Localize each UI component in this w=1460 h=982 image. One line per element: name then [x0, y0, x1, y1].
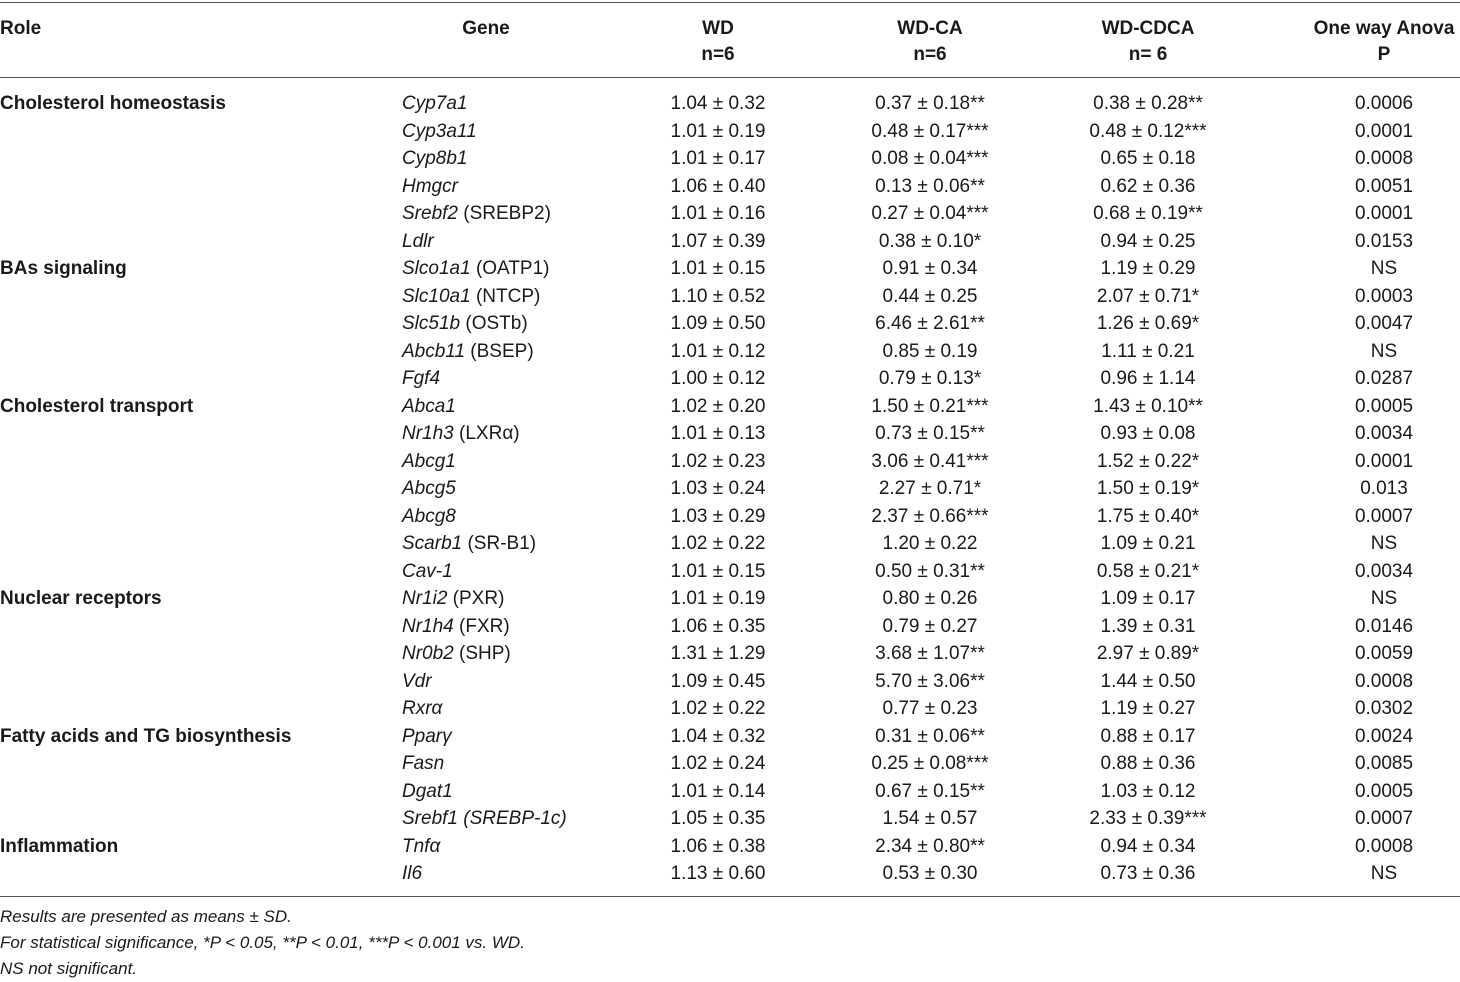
table-row: [0, 833, 1460, 861]
row-gene: [402, 228, 434, 256]
cell-wd-cdca: 0.94 ± 0.34: [1100, 835, 1196, 857]
cell-wd-ca: 0.79 ± 0.27: [882, 615, 978, 637]
cell-wd-cdca: 1.09 ± 0.17: [1100, 588, 1196, 609]
row-gene: [402, 778, 453, 806]
cell-wd-ca: 0.27 ± 0.04***: [871, 203, 989, 224]
cell-wd-ca: 0.85 ± 0.19: [882, 340, 978, 362]
cell-wd-cdca: 2.97 ± 0.89*: [1096, 643, 1200, 664]
gene-alias: (BSEP): [465, 340, 534, 362]
cell-wd: 1.07 ± 0.39: [670, 230, 766, 252]
table-row: [0, 640, 1460, 668]
row-gene: [402, 255, 550, 283]
gene-alias: (OSTb): [460, 313, 528, 334]
cell-wd-cdca: 0.88 ± 0.17: [1100, 725, 1196, 747]
row-gene: [402, 585, 504, 613]
row-role: Cholesterol homeostasis: [0, 93, 226, 114]
cell-anova-p: 0.0034: [1354, 560, 1414, 582]
header-gene: Gene: [462, 18, 510, 39]
cell-anova-p: 0.0008: [1354, 148, 1414, 169]
cell-anova-p: 0.0146: [1354, 615, 1414, 637]
cell-wd-cdca: 0.58 ± 0.21*: [1096, 560, 1200, 582]
gene-symbol: Dgat1: [402, 780, 453, 802]
cell-anova-p: 0.0001: [1354, 120, 1414, 142]
cell-anova-p: 0.0302: [1354, 698, 1414, 719]
cell-wd-ca: 3.06 ± 0.41***: [871, 450, 989, 472]
cell-wd: 1.10 ± 0.52: [670, 285, 766, 307]
row-gene: [402, 200, 551, 228]
row-gene: [402, 613, 510, 641]
cell-wd-cdca: 0.62 ± 0.36: [1100, 175, 1196, 197]
table-row: [0, 695, 1460, 723]
table-row: [0, 420, 1460, 448]
table-row: [0, 723, 1460, 751]
gene-symbol: Srebf1 (SREBP-1c): [402, 808, 567, 829]
cell-anova-p: NS: [1370, 258, 1398, 279]
cell-wd: 1.02 ± 0.23: [670, 450, 766, 472]
cell-wd-cdca: 1.11 ± 0.21: [1101, 340, 1195, 362]
cell-wd: 1.01 ± 0.17: [670, 148, 766, 169]
row-gene: [402, 860, 422, 888]
row-role: Fatty acids and TG biosynthesis: [0, 725, 292, 747]
gene-symbol: Abcb11: [402, 340, 466, 362]
cell-wd: 1.09 ± 0.50: [670, 313, 766, 334]
table-row: [0, 283, 1460, 311]
cell-wd-cdca: 1.26 ± 0.69*: [1096, 313, 1200, 334]
table-row: [0, 475, 1460, 503]
cell-wd-cdca: 1.75 ± 0.40*: [1096, 505, 1200, 527]
footnote-significance: For statistical significance, *P < 0.05, **P < 0.01, ***P < 0.001 vs. WD.: [0, 933, 525, 952]
cell-anova-p: 0.0006: [1354, 93, 1414, 114]
cell-wd: 1.01 ± 0.15: [670, 560, 766, 582]
cell-wd-ca: 1.54 ± 0.57: [882, 808, 978, 829]
row-gene: [402, 558, 453, 586]
cell-wd-ca: 0.48 ± 0.17***: [871, 120, 989, 142]
cell-wd-ca: 3.68 ± 1.07**: [875, 643, 985, 664]
table-row: [0, 90, 1460, 118]
gene-alias: (NTCP): [470, 285, 541, 307]
cell-wd-ca: 6.46 ± 2.61**: [875, 313, 985, 334]
cell-wd-cdca: 0.68 ± 0.19**: [1093, 203, 1203, 224]
row-role: Cholesterol transport: [0, 395, 194, 417]
table-row: [0, 365, 1460, 393]
cell-wd: 1.04 ± 0.32: [670, 725, 766, 747]
cell-wd: 1.01 ± 0.19: [670, 120, 766, 142]
table-row: [0, 585, 1460, 613]
row-gene: [402, 448, 456, 476]
cell-anova-p: 0.0003: [1354, 285, 1414, 307]
row-gene: [402, 668, 432, 696]
row-gene: [402, 393, 456, 421]
table-bottom-rule: [0, 896, 1460, 897]
row-role: Inflammation: [0, 835, 119, 857]
cell-wd-cdca: 0.88 ± 0.36: [1100, 753, 1196, 774]
gene-symbol: Abcg8: [402, 505, 456, 527]
row-gene: [402, 750, 444, 778]
cell-wd-ca: 2.37 ± 0.66***: [871, 505, 989, 527]
cell-wd-cdca: 0.93 ± 0.08: [1100, 423, 1196, 444]
cell-wd-ca: 0.79 ± 0.13*: [878, 368, 982, 389]
cell-wd-cdca: 2.07 ± 0.71*: [1096, 285, 1200, 307]
cell-wd: 1.09 ± 0.45: [670, 670, 766, 692]
table-row: [0, 558, 1460, 586]
gene-symbol: Fasn: [402, 753, 445, 774]
cell-wd-cdca: 0.94 ± 0.25: [1100, 230, 1196, 252]
cell-wd-ca: 0.38 ± 0.10*: [878, 230, 982, 252]
table-row: [0, 338, 1460, 366]
cell-wd-ca: 0.77 ± 0.23: [882, 698, 978, 719]
cell-wd-ca: 0.37 ± 0.18**: [875, 93, 985, 114]
cell-wd-ca: 0.53 ± 0.30: [882, 863, 978, 884]
cell-wd-ca: 1.20 ± 0.22: [882, 533, 978, 554]
cell-wd: 1.01 ± 0.19: [670, 588, 766, 609]
row-gene: [402, 118, 477, 146]
table-row: [0, 668, 1460, 696]
cell-wd-cdca: 1.52 ± 0.22*: [1096, 450, 1200, 472]
row-gene: [402, 420, 520, 448]
cell-anova-p: 0.0059: [1354, 643, 1414, 664]
cell-anova-p: NS: [1370, 533, 1398, 554]
cell-wd-cdca: 1.50 ± 0.19*: [1096, 478, 1200, 499]
row-gene: [402, 530, 536, 558]
row-gene: [402, 173, 458, 201]
gene-symbol: Pparγ: [402, 725, 452, 747]
gene-alias: (OATP1): [470, 258, 550, 279]
cell-wd: 1.01 ± 0.15: [670, 258, 766, 279]
cell-wd-cdca: 0.48 ± 0.12***: [1089, 120, 1207, 142]
cell-wd-cdca: 1.03 ± 0.12: [1100, 780, 1196, 802]
table-row: [0, 805, 1460, 833]
cell-wd-ca: 2.27 ± 0.71*: [878, 478, 982, 499]
cell-wd-cdca: 0.38 ± 0.28**: [1093, 93, 1203, 114]
cell-wd-cdca: 0.96 ± 1.14: [1100, 368, 1196, 389]
table-row: [0, 310, 1460, 338]
table-row: [0, 173, 1460, 201]
row-gene: [402, 833, 440, 861]
cell-wd: 1.01 ± 0.12: [670, 340, 766, 362]
gene-symbol: Abca1: [402, 395, 456, 417]
cell-anova-p: 0.0001: [1354, 203, 1414, 224]
table-row: [0, 613, 1460, 641]
row-gene: [402, 310, 528, 338]
cell-anova-p: NS: [1370, 588, 1398, 609]
row-gene: [402, 365, 440, 393]
gene-symbol: Cyp3a11: [402, 120, 477, 142]
row-gene: [402, 640, 511, 668]
gene-symbol: Hmgcr: [402, 175, 458, 197]
cell-wd: 1.06 ± 0.40: [670, 175, 766, 197]
cell-anova-p: 0.0153: [1354, 230, 1414, 252]
gene-symbol: Nr1h4: [402, 615, 454, 637]
cell-wd-ca: 0.73 ± 0.15**: [875, 423, 985, 444]
gene-symbol: Scarb1: [402, 533, 463, 554]
footnote-means: Results are presented as means ± SD.: [0, 907, 292, 926]
gene-symbol: Vdr: [402, 670, 432, 692]
gene-alias: (SR-B1): [462, 533, 537, 554]
cell-anova-p: 0.0047: [1354, 313, 1414, 334]
cell-wd: 1.06 ± 0.35: [670, 615, 766, 637]
table-row: [0, 200, 1460, 228]
gene-alias: (LXRα): [453, 423, 520, 444]
cell-wd-ca: 0.50 ± 0.31**: [875, 560, 985, 582]
cell-wd: 1.00 ± 0.12: [670, 368, 766, 389]
cell-wd-ca: 5.70 ± 3.06**: [875, 670, 985, 692]
cell-wd-cdca: 0.65 ± 0.18: [1100, 148, 1196, 169]
cell-wd-ca: 0.67 ± 0.15**: [875, 780, 985, 802]
gene-symbol: Slc10a1: [402, 285, 471, 307]
gene-symbol: Cav-1: [402, 560, 453, 582]
cell-wd: 1.04 ± 0.32: [670, 93, 766, 114]
table-row: [0, 393, 1460, 421]
table-row: [0, 118, 1460, 146]
gene-symbol: Rxrα: [402, 698, 443, 719]
cell-wd: 1.06 ± 0.38: [670, 835, 766, 857]
row-gene: [402, 90, 468, 118]
cell-anova-p: 0.0034: [1354, 423, 1414, 444]
gene-alias: (SHP): [453, 643, 511, 664]
cell-anova-p: 0.0051: [1354, 175, 1414, 197]
cell-wd-cdca: 1.19 ± 0.27: [1100, 698, 1196, 719]
header-wd-cdca: WD-CDCA n= 6: [1101, 18, 1195, 65]
cell-wd-ca: 0.13 ± 0.06**: [875, 175, 985, 197]
header-wd: WD n=6: [701, 18, 735, 65]
cell-anova-p: 0.0007: [1354, 505, 1414, 527]
table-row: [0, 228, 1460, 256]
row-role: BAs signaling: [0, 258, 127, 279]
row-gene: [402, 695, 442, 723]
cell-wd: 1.03 ± 0.29: [670, 505, 766, 527]
cell-wd: 1.01 ± 0.16: [670, 203, 766, 224]
gene-symbol: Cyp7a1: [402, 93, 468, 114]
gene-symbol: Nr0b2: [402, 643, 454, 664]
row-gene: [402, 338, 534, 366]
gene-symbol: Slc51b: [402, 313, 461, 334]
cell-wd: 1.02 ± 0.20: [670, 395, 766, 417]
table-row: [0, 530, 1460, 558]
cell-wd: 1.02 ± 0.22: [670, 698, 766, 719]
table-top-rule: [0, 2, 1460, 3]
gene-symbol: Nr1i2: [402, 588, 448, 609]
cell-anova-p: NS: [1370, 863, 1398, 884]
cell-wd-cdca: 0.73 ± 0.36: [1100, 863, 1196, 884]
gene-symbol: Cyp8b1: [402, 148, 468, 169]
table-body: [0, 90, 1460, 888]
cell-anova-p: 0.0008: [1354, 670, 1414, 692]
cell-wd-cdca: 2.33 ± 0.39***: [1089, 808, 1207, 829]
cell-wd-ca: 0.80 ± 0.26: [882, 588, 978, 609]
cell-wd-ca: 1.50 ± 0.21***: [871, 395, 989, 417]
footnote-ns: NS not significant.: [0, 959, 138, 978]
cell-wd: 1.01 ± 0.14: [670, 780, 766, 802]
cell-wd-ca: 0.91 ± 0.34: [882, 258, 978, 279]
gene-symbol: Abcg1: [402, 450, 456, 472]
cell-anova-p: 0.0287: [1354, 368, 1414, 389]
table-row: [0, 503, 1460, 531]
gene-symbol: Ldlr: [402, 230, 434, 252]
cell-wd-cdca: 1.44 ± 0.50: [1100, 670, 1196, 692]
cell-wd-ca: 0.44 ± 0.25: [882, 285, 978, 307]
row-gene: [402, 723, 452, 751]
cell-wd-cdca: 1.43 ± 0.10**: [1093, 395, 1203, 417]
row-gene: [402, 475, 456, 503]
table-row: [0, 750, 1460, 778]
cell-wd-ca: 0.31 ± 0.06**: [875, 725, 985, 747]
gene-symbol: Slco1a1: [402, 258, 471, 279]
cell-wd-ca: 0.08 ± 0.04***: [871, 148, 989, 169]
cell-anova-p: 0.0001: [1354, 450, 1414, 472]
table-row: [0, 448, 1460, 476]
cell-wd-ca: 2.34 ± 0.80**: [875, 835, 985, 857]
gene-alias: (FXR): [453, 615, 510, 637]
header-bottom-rule: [0, 77, 1460, 78]
header-role: Role: [0, 18, 42, 39]
table-row: [0, 860, 1460, 888]
cell-anova-p: 0.0085: [1354, 753, 1414, 774]
cell-anova-p: 0.0008: [1354, 835, 1414, 857]
cell-wd: 1.03 ± 0.24: [670, 478, 766, 499]
gene-symbol: Fgf4: [402, 368, 441, 389]
gene-alias: (PXR): [447, 588, 505, 609]
cell-anova-p: 0.0005: [1354, 780, 1414, 802]
cell-wd: 1.31 ± 1.29: [670, 643, 766, 664]
gene-symbol: Tnfα: [402, 835, 441, 857]
table-row: [0, 145, 1460, 173]
gene-symbol: Il6: [402, 863, 423, 884]
header-wd-ca: WD-CA n=6: [897, 18, 963, 65]
row-gene: [402, 805, 567, 833]
cell-wd: 1.02 ± 0.22: [670, 533, 766, 554]
cell-anova-p: 0.0024: [1354, 725, 1414, 747]
cell-anova-p: 0.0005: [1354, 395, 1414, 417]
cell-wd: 1.01 ± 0.13: [670, 423, 766, 444]
row-gene: [402, 283, 540, 311]
cell-wd: 1.13 ± 0.60: [670, 863, 766, 884]
gene-symbol: Nr1h3: [402, 423, 454, 444]
cell-anova-p: 0.0007: [1354, 808, 1414, 829]
gene-symbol: Abcg5: [402, 478, 456, 499]
table-row: [0, 255, 1460, 283]
header-anova: One way Anova P: [1313, 18, 1455, 65]
gene-alias: (SREBP2): [457, 203, 551, 224]
table-row: [0, 778, 1460, 806]
cell-wd-ca: 0.25 ± 0.08***: [871, 753, 989, 774]
cell-anova-p: 0.013: [1360, 478, 1408, 499]
cell-wd: 1.05 ± 0.35: [670, 808, 766, 829]
cell-wd: 1.02 ± 0.24: [670, 753, 766, 774]
row-gene: [402, 145, 468, 173]
gene-symbol: Srebf2: [402, 203, 458, 224]
cell-anova-p: NS: [1370, 340, 1398, 362]
cell-wd-cdca: 1.09 ± 0.21: [1100, 533, 1196, 554]
row-role: Nuclear receptors: [0, 588, 162, 609]
cell-wd-cdca: 1.39 ± 0.31: [1100, 615, 1196, 637]
cell-wd-cdca: 1.19 ± 0.29: [1100, 258, 1196, 279]
row-gene: [402, 503, 456, 531]
